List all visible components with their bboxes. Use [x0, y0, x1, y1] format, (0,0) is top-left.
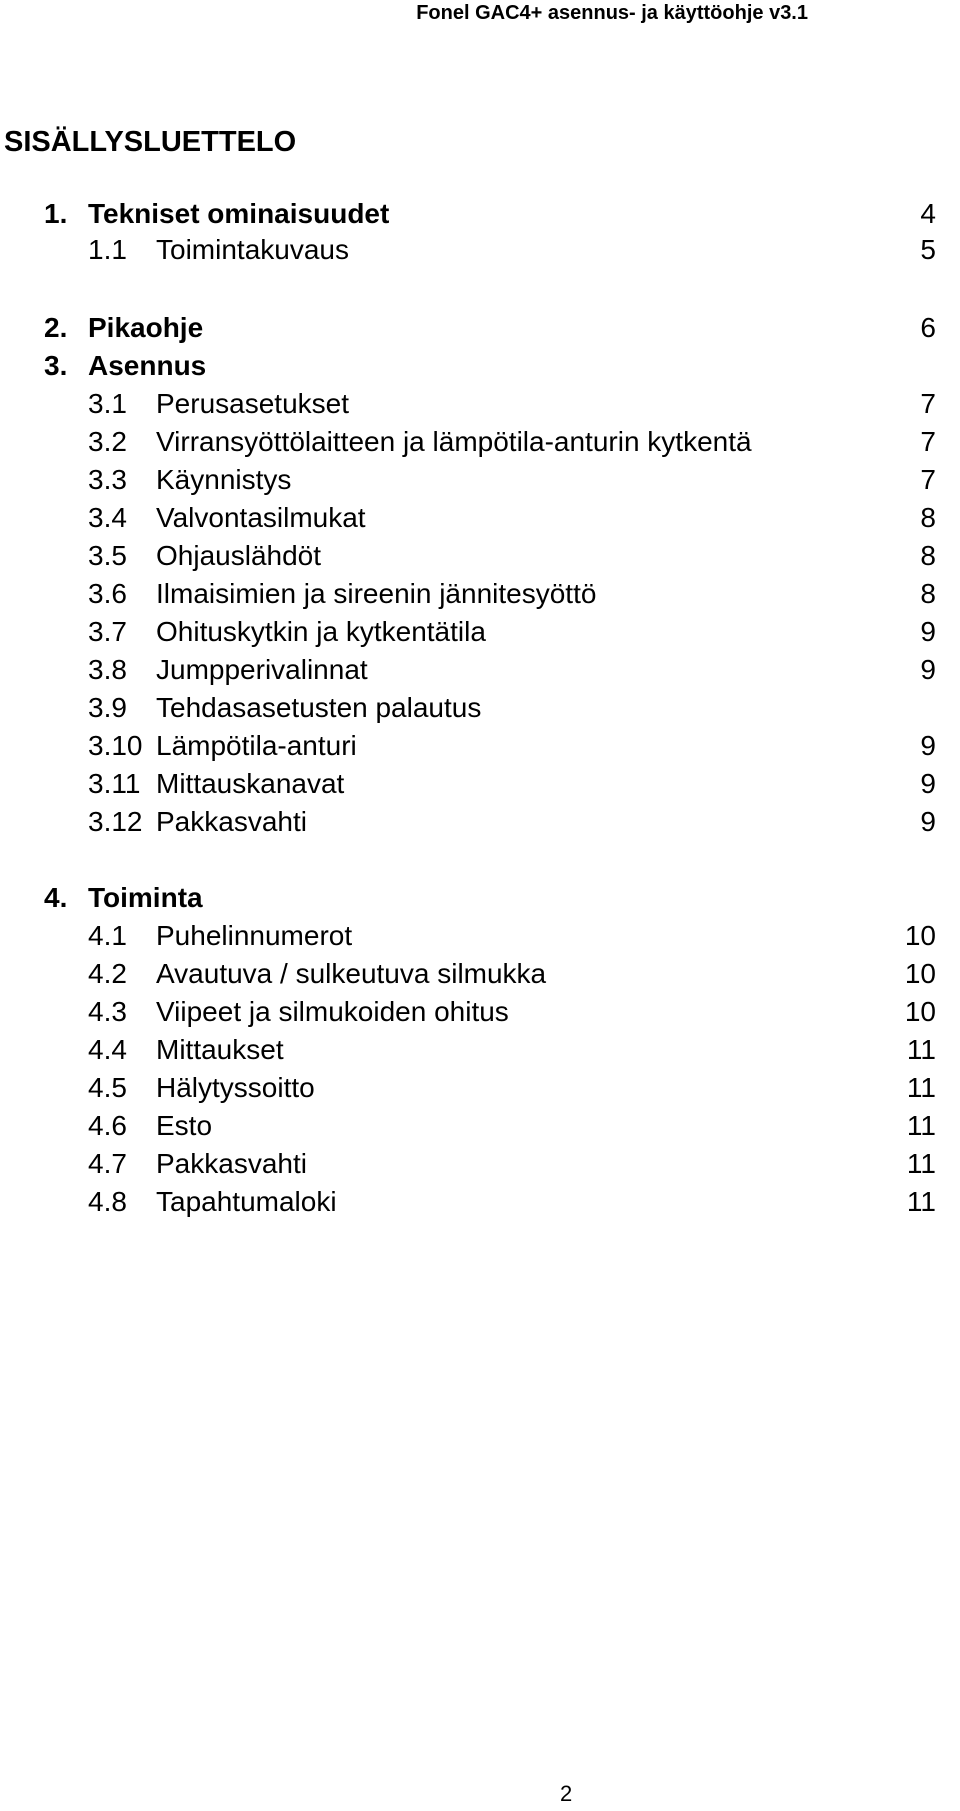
section-page: 5 [920, 234, 936, 265]
section-page: 8 [920, 502, 936, 533]
section-title: Valvontasilmukat [156, 502, 366, 533]
section-title: Viipeet ja silmukoiden ohitus [156, 996, 509, 1027]
chapter-title: Toiminta [88, 882, 203, 913]
section-page: 11 [906, 1186, 936, 1217]
section-page: 11 [906, 1148, 936, 1179]
section-page: 7 [920, 388, 936, 419]
toc-section-3-9[interactable] [0, 690, 960, 726]
section-number: 3.8 [88, 654, 127, 685]
section-page: 11 [906, 1110, 936, 1141]
section-number: 3.3 [88, 464, 127, 495]
toc-section-3-8[interactable] [0, 652, 960, 688]
section-title: Esto [156, 1110, 213, 1141]
toc-chapter-3[interactable] [0, 348, 960, 384]
section-page: 11 [906, 1072, 936, 1103]
toc-section-3-12[interactable] [0, 804, 960, 840]
chapter-number: 2. [44, 312, 68, 343]
section-number: 3.7 [88, 616, 127, 647]
section-number: 1.1 [88, 234, 127, 265]
chapter-title: Pikaohje [88, 312, 204, 343]
section-title: Tehdasasetusten palautus [156, 692, 482, 723]
section-number: 3.9 [88, 692, 127, 723]
section-title: Hälytyssoitto [156, 1072, 315, 1103]
page-number: 2 [560, 1781, 573, 1806]
section-title: Pakkasvahti [156, 806, 307, 837]
section-page: 10 [904, 958, 936, 989]
section-title: Virransyöttölaitteen ja lämpötila-anturin kytkentä [156, 426, 752, 457]
section-title: Ohjauslähdöt [156, 540, 322, 571]
section-page: 10 [904, 920, 936, 951]
toc-chapter-2[interactable] [0, 310, 960, 346]
toc-section-3-3[interactable] [0, 462, 960, 498]
section-title: Avautuva / sulkeutuva silmukka [156, 958, 547, 989]
section-title: Lämpötila-anturi [156, 730, 357, 761]
toc-section-3-11[interactable] [0, 766, 960, 802]
toc-chapter-4[interactable] [0, 880, 960, 916]
toc-title: SISÄLLYSLUETTELO [4, 126, 297, 158]
chapter-number: 4. [44, 882, 68, 913]
chapter-number: 1. [44, 198, 68, 229]
section-page: 9 [920, 806, 936, 837]
chapter-title: Asennus [88, 350, 207, 381]
section-page: 9 [920, 616, 936, 647]
section-page: 7 [920, 426, 936, 457]
section-page: 9 [920, 654, 936, 685]
section-number: 4.6 [88, 1110, 127, 1141]
section-number: 3.1 [88, 388, 127, 419]
section-number: 3.4 [88, 502, 127, 533]
section-number: 4.1 [88, 920, 127, 951]
section-page: 8 [920, 578, 936, 609]
toc-section-3-1[interactable] [0, 386, 960, 422]
chapter-number: 3. [44, 350, 68, 381]
section-number: 4.2 [88, 958, 127, 989]
toc-section-4-4[interactable] [0, 1032, 960, 1068]
section-title: Puhelinnumerot [156, 920, 353, 951]
section-page: 7 [920, 464, 936, 495]
section-number: 3.11 [88, 768, 141, 799]
section-number: 3.2 [88, 426, 127, 457]
section-page: 8 [920, 540, 936, 571]
section-number: 4.4 [88, 1034, 127, 1065]
section-page: 11 [906, 1034, 936, 1065]
toc-section-3-5[interactable] [0, 538, 960, 574]
toc-chapter-1[interactable] [0, 196, 960, 232]
section-number: 3.5 [88, 540, 127, 571]
section-title: Tapahtumaloki [156, 1186, 337, 1217]
toc-section-3-6[interactable] [0, 576, 960, 612]
section-number: 3.10 [88, 730, 143, 761]
toc-section-4-2[interactable] [0, 956, 960, 992]
section-title: Ilmaisimien ja sireenin jännitesyöttö [156, 578, 597, 609]
section-number: 3.6 [88, 578, 127, 609]
section-number: 4.5 [88, 1072, 127, 1103]
toc-section-4-5[interactable] [0, 1070, 960, 1106]
toc-section-3-2[interactable] [0, 424, 960, 460]
section-title: Ohituskytkin ja kytkentätila [156, 616, 486, 647]
toc-section-3-7[interactable] [0, 614, 960, 650]
section-number: 4.7 [88, 1148, 127, 1179]
section-page: 9 [920, 768, 936, 799]
toc-section-4-8[interactable] [0, 1184, 960, 1220]
section-page: 10 [904, 996, 936, 1027]
section-title: Mittauskanavat [156, 768, 345, 799]
section-number: 4.8 [88, 1186, 127, 1217]
toc-section-4-1[interactable] [0, 918, 960, 954]
toc-section-1-1[interactable] [0, 232, 960, 268]
toc-section-3-4[interactable] [0, 500, 960, 536]
chapter-page: 6 [920, 312, 936, 343]
section-title: Jumpperivalinnat [156, 654, 368, 685]
section-title: Käynnistys [156, 464, 292, 495]
section-title: Perusasetukset [156, 388, 349, 419]
section-title: Mittaukset [156, 1034, 284, 1065]
chapter-page: 4 [920, 198, 936, 229]
toc-section-4-3[interactable] [0, 994, 960, 1030]
section-number: 3.12 [88, 806, 143, 837]
section-title: Pakkasvahti [156, 1148, 307, 1179]
page-header: Fonel GAC4+ asennus- ja käyttöohje v3.1 [416, 2, 808, 24]
section-page: 9 [920, 730, 936, 761]
section-title: Toimintakuvaus [156, 234, 349, 265]
toc-section-3-10[interactable] [0, 728, 960, 764]
chapter-title: Tekniset ominaisuudet [88, 198, 390, 229]
toc-section-4-7[interactable] [0, 1146, 960, 1182]
section-number: 4.3 [88, 996, 127, 1027]
toc-section-4-6[interactable] [0, 1108, 960, 1144]
